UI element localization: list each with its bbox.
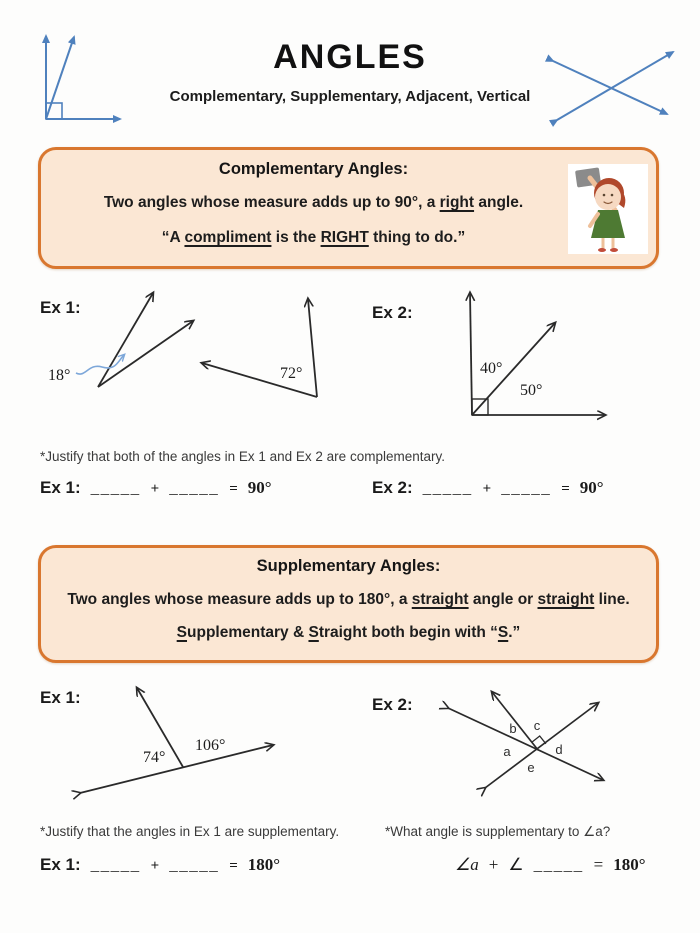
definition-text: Two angles whose measure adds up to 90°, a xyxy=(103,194,440,211)
compliment-kid-illustration xyxy=(568,164,648,254)
supp-ex2-diagram xyxy=(425,673,675,803)
comp-eq2 xyxy=(372,478,604,498)
comp-eq2-rhs: 90° xyxy=(579,478,604,497)
equals-sign: = xyxy=(561,481,570,497)
plus-sign: + xyxy=(482,481,492,497)
plus-sign: + xyxy=(488,855,499,874)
equals-sign: = xyxy=(229,481,238,497)
comp-ex2-diagram xyxy=(420,283,620,423)
page-title: ANGLES xyxy=(273,38,427,76)
comp-eq1-blank2: _____ xyxy=(169,478,220,497)
definition-text-end: line. xyxy=(594,591,630,608)
plus-sign: + xyxy=(150,481,160,497)
angle-label-106: 106° xyxy=(195,737,226,754)
angle-letter-b: b xyxy=(509,721,517,736)
angle-letter-c: c xyxy=(533,718,541,733)
comp-eq2-blank2: _____ xyxy=(501,478,552,497)
comp-justify-prompt: *Justify that both of the angles in Ex 1 and Ex 2 are complementary. xyxy=(40,449,445,464)
angle-label-50: 50° xyxy=(520,382,543,399)
underlined-word-straight1: straight xyxy=(411,591,469,608)
mnemonic-text-end: thing to do.” xyxy=(368,229,466,246)
comp-ex1-label: Ex 1: xyxy=(40,298,81,317)
comp-eq1-rhs: 90° xyxy=(247,478,272,497)
angle-letter-a: a xyxy=(503,744,511,759)
equals-sign: = xyxy=(229,858,238,874)
mnemonic-text2: traight both begin with “ xyxy=(318,624,498,641)
angle-symbol: ∠ xyxy=(508,855,524,874)
underlined-letter-S3: S xyxy=(497,624,509,641)
underlined-word-RIGHT: RIGHT xyxy=(320,229,369,246)
angle-a-term: ∠a xyxy=(455,855,479,874)
angle-letter-e: e xyxy=(527,760,535,775)
supp-ex1-diagram xyxy=(55,673,365,803)
comp-eq1 xyxy=(40,478,272,498)
comp-eq2-label: Ex 2: xyxy=(372,478,413,497)
supplementary-definition xyxy=(41,591,656,609)
comp-eq1-blank1: _____ xyxy=(90,478,141,497)
mnemonic-text1: upplementary & xyxy=(187,624,309,641)
supp-question-prompt: *What angle is supplementary to ∠a? xyxy=(385,824,611,839)
supplementary-info-box xyxy=(38,545,659,663)
angle-letter-d: d xyxy=(555,742,563,757)
supp-eq1-label: Ex 1: xyxy=(40,855,81,874)
underlined-word-compliment: compliment xyxy=(184,229,272,246)
supplementary-mnemonic xyxy=(41,624,656,642)
definition-text-mid: angle or xyxy=(468,591,538,608)
page-subtitle: Complementary, Supplementary, Adjacent, Vertical xyxy=(169,88,531,105)
comp-eq1-label: Ex 1: xyxy=(40,478,81,497)
mnemonic-text-mid: is the xyxy=(271,229,321,246)
angle-label-74: 74° xyxy=(143,749,166,766)
angle-label-40: 40° xyxy=(480,360,503,377)
comp-eq2-blank1: _____ xyxy=(422,478,473,497)
mnemonic-text3: .” xyxy=(508,624,521,641)
complementary-box-title: Complementary Angles: xyxy=(218,160,409,178)
supp-eq1-blank2: _____ xyxy=(169,855,220,874)
underlined-letter-S1: S xyxy=(176,624,188,641)
underlined-letter-S2: S xyxy=(308,624,319,641)
supp-eq2 xyxy=(455,855,646,875)
comp-ex1-diagram xyxy=(28,283,368,413)
underlined-word-straight2: straight xyxy=(537,591,595,608)
supplementary-box-title: Supplementary Angles: xyxy=(256,557,441,575)
supp-justify-prompt: *Justify that the angles in Ex 1 are supplementary. xyxy=(40,824,340,839)
complementary-definition xyxy=(41,194,586,212)
supp-ex2-label: Ex 2: xyxy=(372,695,413,714)
definition-text: Two angles whose measure adds up to 180°, a xyxy=(67,591,412,608)
plus-sign: + xyxy=(150,858,160,874)
definition-text-end: angle. xyxy=(474,194,524,211)
angle-label-18: 18° xyxy=(48,367,71,384)
angle-label-72: 72° xyxy=(280,365,303,382)
equals-sign: = xyxy=(593,855,604,874)
underlined-word-right: right xyxy=(439,194,475,211)
right-angle-mark xyxy=(532,736,546,744)
supp-eq1 xyxy=(40,855,280,875)
mnemonic-text: “A xyxy=(161,229,185,246)
supp-eq1-rhs: 180° xyxy=(247,855,281,874)
supp-eq2-rhs: 180° xyxy=(613,855,646,874)
annotation-squiggle-arrow xyxy=(76,355,124,374)
supp-ex1-label: Ex 1: xyxy=(40,688,81,707)
supp-eq2-blank: _____ xyxy=(533,855,584,874)
comp-ex2-label: Ex 2: xyxy=(372,303,413,322)
complementary-mnemonic xyxy=(41,229,586,247)
supp-eq1-blank1: _____ xyxy=(90,855,141,874)
complementary-info-box xyxy=(38,147,659,269)
vertical-angles-decoration-icon xyxy=(543,32,688,127)
